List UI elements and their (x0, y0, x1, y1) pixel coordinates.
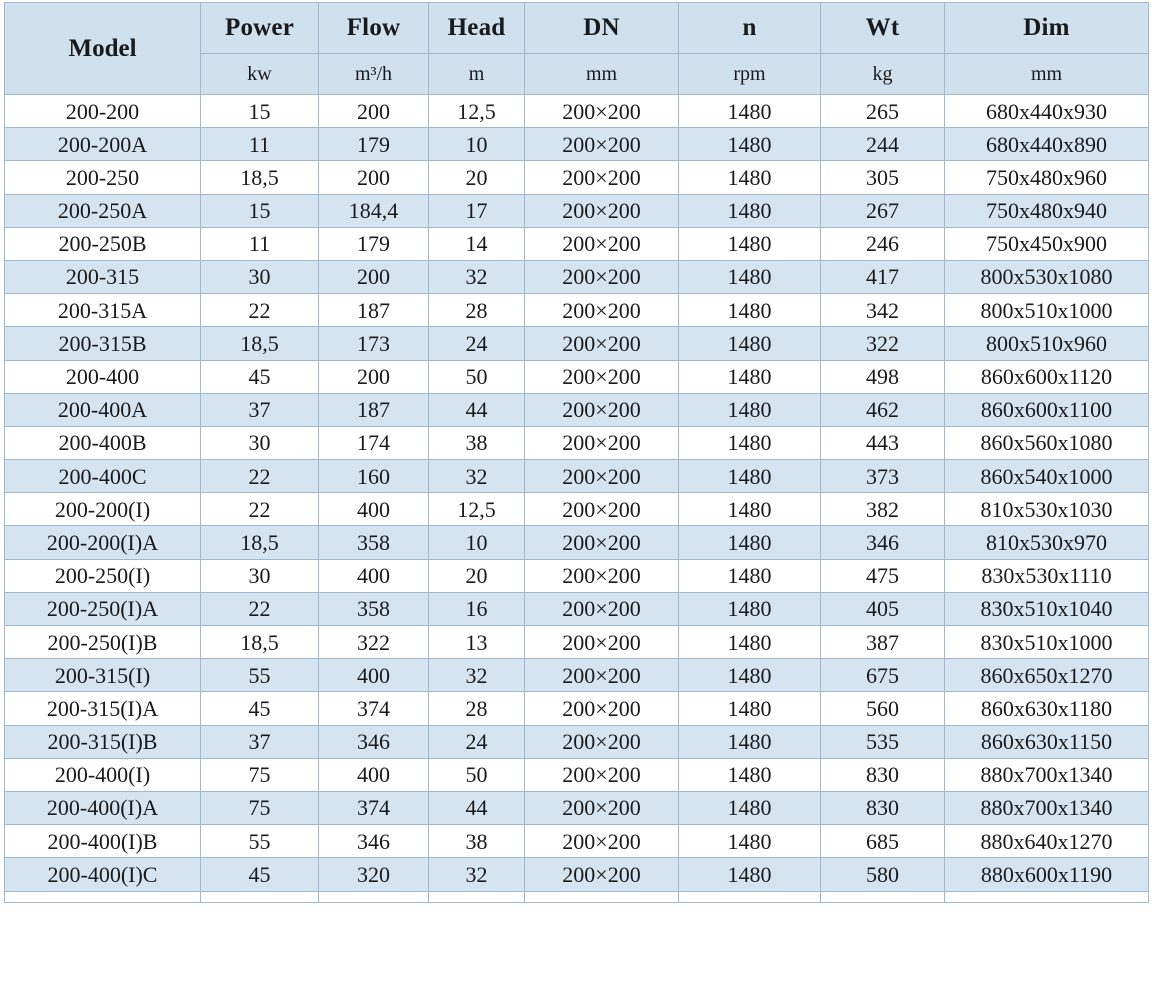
column-unit-dn: mm (525, 54, 679, 95)
cell-flow: 160 (319, 460, 429, 493)
cell-n: 1480 (679, 559, 821, 592)
table-row (5, 194, 1149, 227)
cell-model: 200-400(I)A (5, 791, 201, 824)
table-header-row-titles (5, 3, 1149, 54)
cell-head: 38 (429, 426, 525, 459)
table-row (5, 526, 1149, 559)
cell-dn: 200×200 (525, 592, 679, 625)
cell-dn: 200×200 (525, 161, 679, 194)
cell-flow: 400 (319, 659, 429, 692)
pump-specification-table (4, 2, 1149, 903)
cell-dn: 200×200 (525, 194, 679, 227)
cell-flow: 187 (319, 393, 429, 426)
cell-power: 18,5 (201, 327, 319, 360)
cell-n: 1480 (679, 692, 821, 725)
cell-model: 200-400B (5, 426, 201, 459)
cell-n: 1480 (679, 758, 821, 791)
cell-dn: 200×200 (525, 460, 679, 493)
table-row (5, 659, 1149, 692)
cell-n-clipped (679, 891, 821, 902)
cell-dn: 200×200 (525, 659, 679, 692)
cell-flow: 358 (319, 592, 429, 625)
cell-power: 55 (201, 659, 319, 692)
cell-wt: 417 (821, 260, 945, 293)
cell-dim: 830x510x1040 (945, 592, 1149, 625)
cell-flow: 320 (319, 858, 429, 891)
cell-model: 200-400A (5, 393, 201, 426)
column-header-model: Model (5, 3, 201, 95)
table-row (5, 327, 1149, 360)
cell-n: 1480 (679, 128, 821, 161)
cell-model: 200-315(I)A (5, 692, 201, 725)
cell-dn: 200×200 (525, 526, 679, 559)
cell-flow: 400 (319, 493, 429, 526)
cell-n: 1480 (679, 626, 821, 659)
table-row (5, 758, 1149, 791)
table-row (5, 626, 1149, 659)
cell-head: 44 (429, 791, 525, 824)
cell-head: 10 (429, 526, 525, 559)
cell-dim: 830x510x1000 (945, 626, 1149, 659)
cell-n: 1480 (679, 426, 821, 459)
table-row-clipped (5, 891, 1149, 902)
cell-power: 30 (201, 260, 319, 293)
cell-model: 200-200A (5, 128, 201, 161)
cell-wt: 342 (821, 294, 945, 327)
cell-dn: 200×200 (525, 327, 679, 360)
cell-power: 55 (201, 825, 319, 858)
cell-wt: 560 (821, 692, 945, 725)
cell-model: 200-315A (5, 294, 201, 327)
cell-dim: 860x630x1180 (945, 692, 1149, 725)
cell-power: 22 (201, 460, 319, 493)
cell-dn: 200×200 (525, 393, 679, 426)
cell-dn: 200×200 (525, 95, 679, 128)
cell-wt: 244 (821, 128, 945, 161)
cell-head: 28 (429, 692, 525, 725)
cell-wt: 498 (821, 360, 945, 393)
cell-power: 45 (201, 858, 319, 891)
column-unit-wt: kg (821, 54, 945, 95)
cell-wt-clipped (821, 891, 945, 902)
cell-head: 32 (429, 460, 525, 493)
cell-head: 24 (429, 725, 525, 758)
cell-dim: 860x600x1120 (945, 360, 1149, 393)
table-row (5, 128, 1149, 161)
cell-wt: 475 (821, 559, 945, 592)
cell-model: 200-250B (5, 227, 201, 260)
cell-flow: 173 (319, 327, 429, 360)
cell-wt: 580 (821, 858, 945, 891)
cell-wt: 346 (821, 526, 945, 559)
cell-wt: 373 (821, 460, 945, 493)
cell-model: 200-250 (5, 161, 201, 194)
cell-dim: 680x440x890 (945, 128, 1149, 161)
cell-head: 20 (429, 559, 525, 592)
cell-flow: 346 (319, 825, 429, 858)
cell-head: 28 (429, 294, 525, 327)
table-row (5, 559, 1149, 592)
table-row (5, 592, 1149, 625)
cell-power: 22 (201, 493, 319, 526)
column-header-dim: Dim (945, 3, 1149, 54)
cell-flow: 358 (319, 526, 429, 559)
cell-n: 1480 (679, 360, 821, 393)
cell-model: 200-315 (5, 260, 201, 293)
cell-model: 200-400(I)B (5, 825, 201, 858)
cell-dn: 200×200 (525, 294, 679, 327)
cell-model: 200-315B (5, 327, 201, 360)
cell-dim: 800x510x960 (945, 327, 1149, 360)
table-row (5, 692, 1149, 725)
cell-dim: 810x530x1030 (945, 493, 1149, 526)
cell-n: 1480 (679, 725, 821, 758)
cell-dim: 880x700x1340 (945, 758, 1149, 791)
cell-dn: 200×200 (525, 725, 679, 758)
cell-flow: 374 (319, 692, 429, 725)
cell-head: 17 (429, 194, 525, 227)
column-unit-flow: m³/h (319, 54, 429, 95)
cell-n: 1480 (679, 526, 821, 559)
cell-n: 1480 (679, 858, 821, 891)
cell-head: 12,5 (429, 95, 525, 128)
cell-flow: 400 (319, 559, 429, 592)
cell-n: 1480 (679, 460, 821, 493)
cell-dim: 800x510x1000 (945, 294, 1149, 327)
cell-n: 1480 (679, 393, 821, 426)
column-unit-head: m (429, 54, 525, 95)
cell-dim: 860x600x1100 (945, 393, 1149, 426)
cell-flow: 200 (319, 95, 429, 128)
cell-power: 75 (201, 758, 319, 791)
cell-power: 18,5 (201, 526, 319, 559)
cell-dn: 200×200 (525, 626, 679, 659)
cell-n: 1480 (679, 659, 821, 692)
cell-power: 22 (201, 294, 319, 327)
cell-dn: 200×200 (525, 227, 679, 260)
cell-power: 15 (201, 95, 319, 128)
cell-dim: 810x530x970 (945, 526, 1149, 559)
cell-flow: 174 (319, 426, 429, 459)
cell-flow: 187 (319, 294, 429, 327)
table-row (5, 95, 1149, 128)
column-header-flow: Flow (319, 3, 429, 54)
cell-flow: 200 (319, 161, 429, 194)
cell-head: 38 (429, 825, 525, 858)
cell-wt: 535 (821, 725, 945, 758)
cell-model: 200-250(I) (5, 559, 201, 592)
cell-head: 32 (429, 659, 525, 692)
cell-n: 1480 (679, 294, 821, 327)
cell-power: 18,5 (201, 626, 319, 659)
cell-dn: 200×200 (525, 260, 679, 293)
cell-model: 200-250(I)B (5, 626, 201, 659)
cell-power: 75 (201, 791, 319, 824)
cell-wt: 830 (821, 791, 945, 824)
cell-head: 50 (429, 758, 525, 791)
table-row (5, 227, 1149, 260)
cell-dn: 200×200 (525, 791, 679, 824)
cell-power: 37 (201, 393, 319, 426)
cell-power: 45 (201, 692, 319, 725)
cell-dn: 200×200 (525, 360, 679, 393)
cell-power: 11 (201, 128, 319, 161)
cell-dn: 200×200 (525, 758, 679, 791)
table-row (5, 791, 1149, 824)
cell-power: 11 (201, 227, 319, 260)
cell-n: 1480 (679, 327, 821, 360)
cell-n: 1480 (679, 95, 821, 128)
cell-head: 44 (429, 393, 525, 426)
cell-wt: 685 (821, 825, 945, 858)
cell-n: 1480 (679, 493, 821, 526)
cell-model: 200-400(I)C (5, 858, 201, 891)
cell-dim: 860x650x1270 (945, 659, 1149, 692)
table-row (5, 426, 1149, 459)
cell-dim-clipped (945, 891, 1149, 902)
column-header-dn: DN (525, 3, 679, 54)
cell-head: 13 (429, 626, 525, 659)
cell-dn: 200×200 (525, 426, 679, 459)
cell-wt: 830 (821, 758, 945, 791)
cell-dn-clipped (525, 891, 679, 902)
cell-flow: 200 (319, 360, 429, 393)
cell-dim: 750x450x900 (945, 227, 1149, 260)
cell-flow: 179 (319, 227, 429, 260)
cell-wt: 405 (821, 592, 945, 625)
cell-flow: 200 (319, 260, 429, 293)
cell-n: 1480 (679, 592, 821, 625)
cell-dn: 200×200 (525, 858, 679, 891)
table-row (5, 393, 1149, 426)
cell-power: 37 (201, 725, 319, 758)
cell-dn: 200×200 (525, 825, 679, 858)
table-row (5, 460, 1149, 493)
column-header-wt: Wt (821, 3, 945, 54)
cell-wt: 675 (821, 659, 945, 692)
cell-n: 1480 (679, 227, 821, 260)
cell-head: 14 (429, 227, 525, 260)
cell-dim: 880x640x1270 (945, 825, 1149, 858)
table-row (5, 825, 1149, 858)
cell-head: 12,5 (429, 493, 525, 526)
cell-flow-clipped (319, 891, 429, 902)
cell-dim: 830x530x1110 (945, 559, 1149, 592)
cell-dim: 680x440x930 (945, 95, 1149, 128)
cell-head: 16 (429, 592, 525, 625)
cell-model: 200-250(I)A (5, 592, 201, 625)
cell-wt: 382 (821, 493, 945, 526)
cell-flow: 346 (319, 725, 429, 758)
cell-dim: 800x530x1080 (945, 260, 1149, 293)
cell-head: 24 (429, 327, 525, 360)
cell-n: 1480 (679, 791, 821, 824)
cell-model: 200-315(I)B (5, 725, 201, 758)
column-header-head: Head (429, 3, 525, 54)
cell-dim: 860x630x1150 (945, 725, 1149, 758)
cell-wt: 267 (821, 194, 945, 227)
cell-model: 200-400C (5, 460, 201, 493)
table-row (5, 858, 1149, 891)
cell-dn: 200×200 (525, 692, 679, 725)
cell-power-clipped (201, 891, 319, 902)
cell-dim: 750x480x960 (945, 161, 1149, 194)
cell-power: 30 (201, 559, 319, 592)
cell-power: 15 (201, 194, 319, 227)
cell-dn: 200×200 (525, 559, 679, 592)
cell-model: 200-315(I) (5, 659, 201, 692)
cell-model: 200-400(I) (5, 758, 201, 791)
cell-flow: 400 (319, 758, 429, 791)
table-row (5, 161, 1149, 194)
cell-power: 30 (201, 426, 319, 459)
cell-dn: 200×200 (525, 128, 679, 161)
cell-n: 1480 (679, 260, 821, 293)
cell-wt: 462 (821, 393, 945, 426)
cell-power: 22 (201, 592, 319, 625)
cell-head: 10 (429, 128, 525, 161)
cell-flow: 179 (319, 128, 429, 161)
table-row (5, 493, 1149, 526)
cell-dim: 860x560x1080 (945, 426, 1149, 459)
cell-head: 50 (429, 360, 525, 393)
cell-flow: 184,4 (319, 194, 429, 227)
cell-head: 32 (429, 260, 525, 293)
column-unit-dim: mm (945, 54, 1149, 95)
table-row (5, 260, 1149, 293)
cell-model: 200-400 (5, 360, 201, 393)
cell-n: 1480 (679, 161, 821, 194)
table-row (5, 294, 1149, 327)
cell-wt: 443 (821, 426, 945, 459)
cell-dim: 860x540x1000 (945, 460, 1149, 493)
column-unit-power: kw (201, 54, 319, 95)
cell-wt: 387 (821, 626, 945, 659)
cell-wt: 305 (821, 161, 945, 194)
table-row (5, 725, 1149, 758)
cell-model-clipped (5, 891, 201, 902)
cell-n: 1480 (679, 194, 821, 227)
cell-model: 200-200(I)A (5, 526, 201, 559)
table-body (5, 95, 1149, 903)
cell-model: 200-250A (5, 194, 201, 227)
column-header-n: n (679, 3, 821, 54)
cell-head-clipped (429, 891, 525, 902)
cell-dn: 200×200 (525, 493, 679, 526)
cell-head: 20 (429, 161, 525, 194)
cell-dim: 880x700x1340 (945, 791, 1149, 824)
cell-wt: 322 (821, 327, 945, 360)
table-row (5, 360, 1149, 393)
cell-flow: 322 (319, 626, 429, 659)
cell-wt: 265 (821, 95, 945, 128)
cell-power: 45 (201, 360, 319, 393)
cell-model: 200-200(I) (5, 493, 201, 526)
cell-head: 32 (429, 858, 525, 891)
table-header (5, 3, 1149, 95)
cell-flow: 374 (319, 791, 429, 824)
cell-wt: 246 (821, 227, 945, 260)
cell-n: 1480 (679, 825, 821, 858)
cell-dim: 750x480x940 (945, 194, 1149, 227)
spec-sheet (0, 2, 1154, 1002)
column-header-power: Power (201, 3, 319, 54)
cell-dim: 880x600x1190 (945, 858, 1149, 891)
column-unit-n: rpm (679, 54, 821, 95)
cell-power: 18,5 (201, 161, 319, 194)
cell-model: 200-200 (5, 95, 201, 128)
